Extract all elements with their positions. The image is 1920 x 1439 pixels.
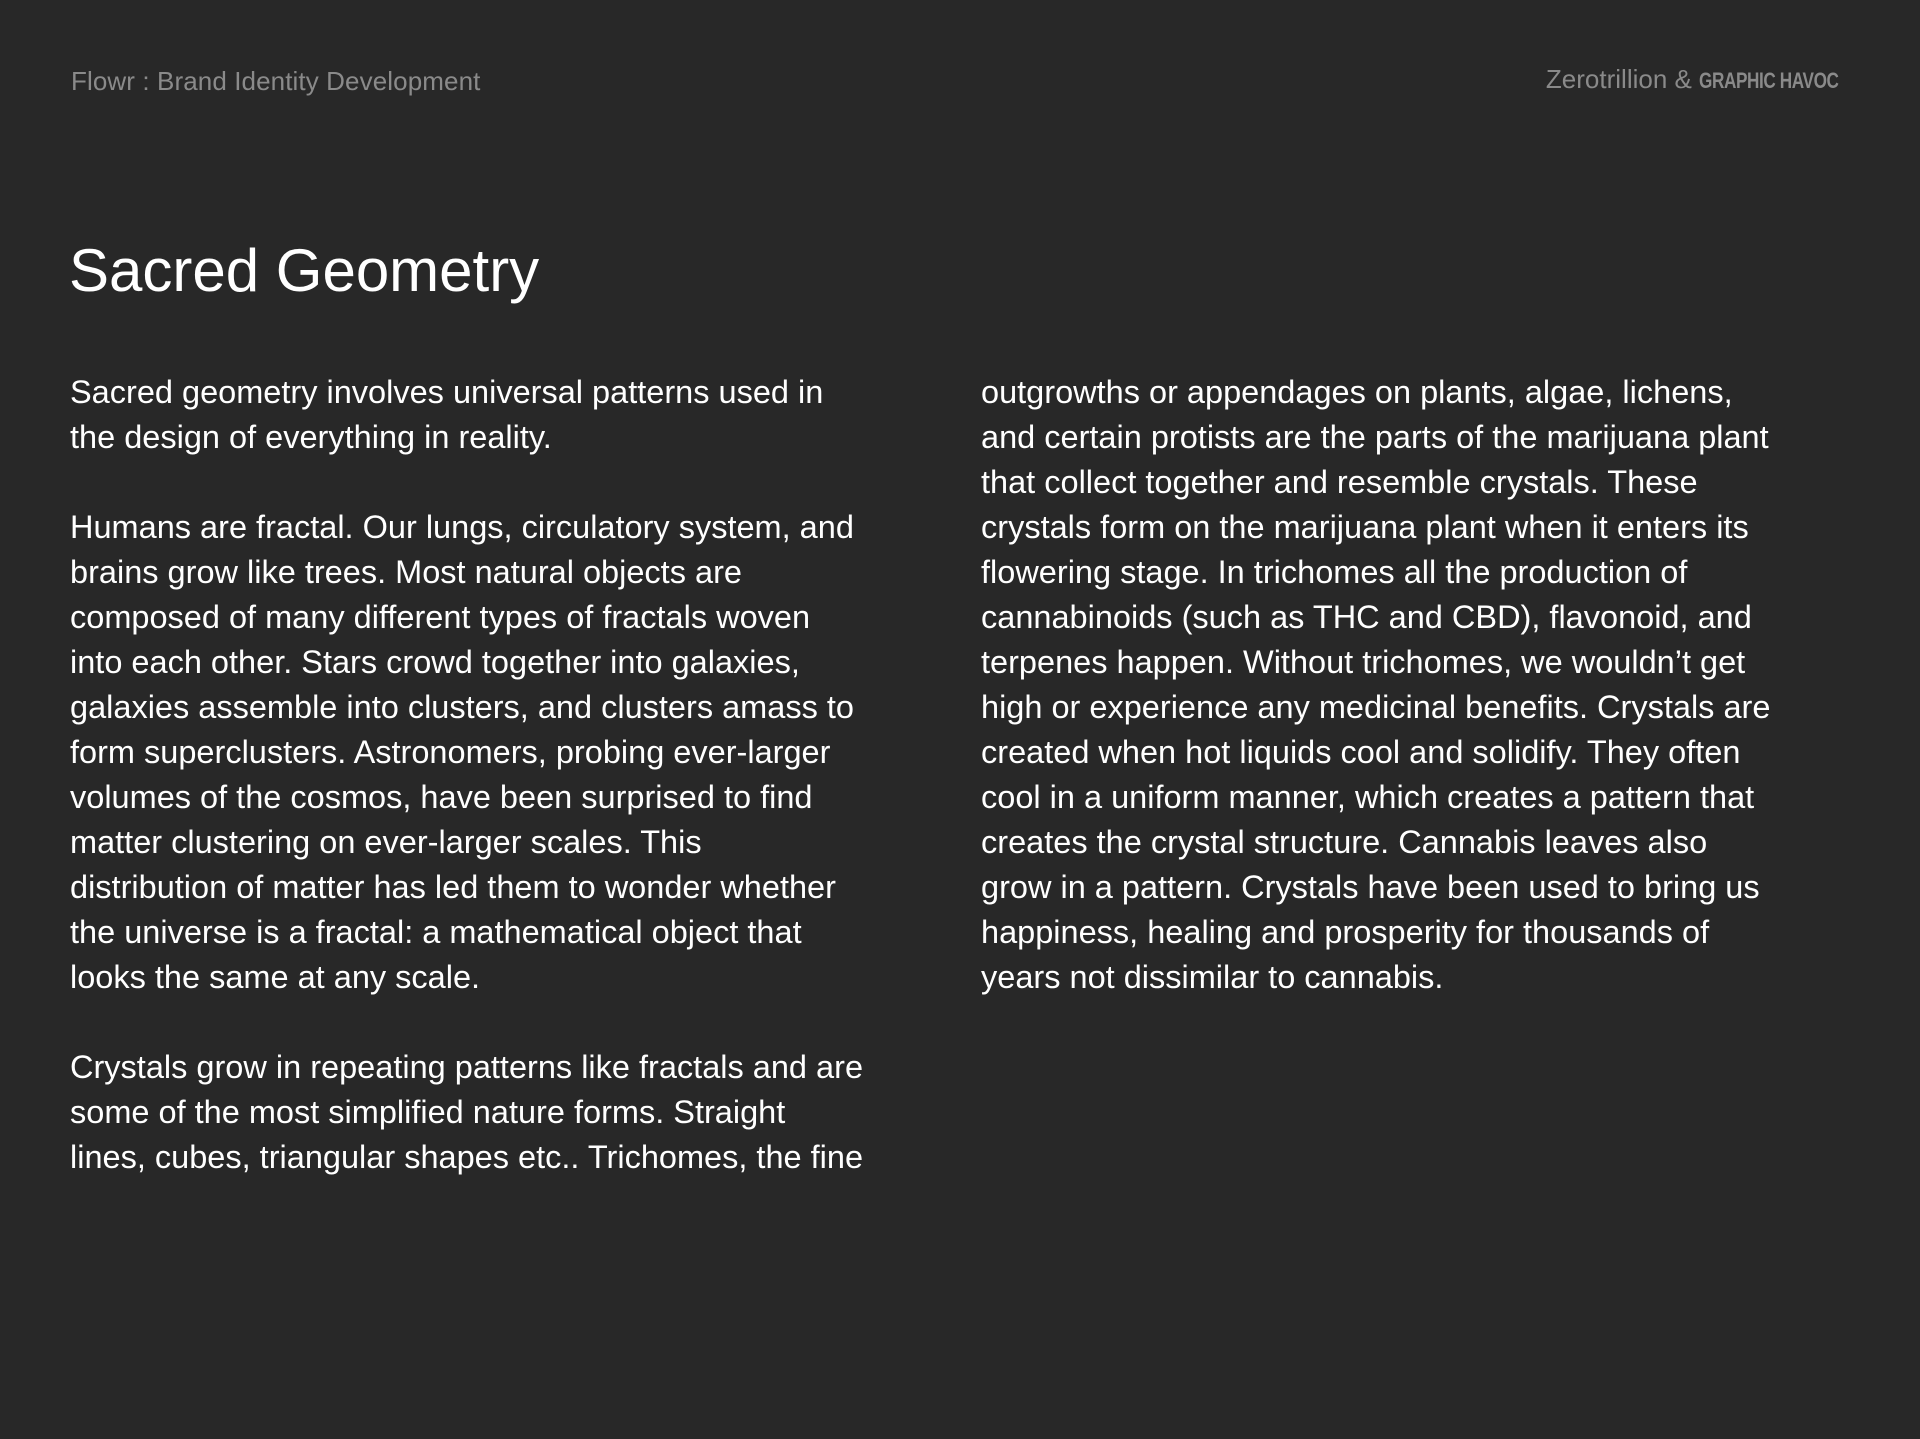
text-line: Sacred geometry involves universal patterns used in — [70, 374, 824, 410]
text-line: that collect together and resemble crystals. These — [981, 464, 1698, 500]
right-column — [981, 370, 1861, 1045]
text-line: creates the crystal structure. Cannabis leaves also — [981, 824, 1708, 860]
text-line: and certain protists are the parts of the marijuana plant — [981, 419, 1769, 455]
text-line: galaxies assemble into clusters, and clusters amass to — [70, 689, 854, 725]
text-line: happiness, healing and prosperity for thousands of — [981, 914, 1710, 950]
text-line: distribution of matter has led them to wonder whether — [70, 869, 836, 905]
text-line: composed of many different types of fractals woven — [70, 599, 811, 635]
text-line: the design of everything in reality. — [70, 419, 552, 455]
text-line: form superclusters. Astronomers, probing ever-larger — [70, 734, 831, 770]
page-title: Sacred Geometry — [69, 237, 540, 304]
text-line: Crystals grow in repeating patterns like fractals and are — [70, 1049, 864, 1085]
text-line: outgrowths or appendages on plants, algae, lichens, — [981, 374, 1733, 410]
paragraph-fractals — [70, 505, 950, 1000]
text-line: flowering stage. In trichomes all the production of — [981, 554, 1688, 590]
text-line: into each other. Stars crowd together into galaxies, — [70, 644, 800, 680]
text-line: some of the most simplified nature forms. Straight — [70, 1094, 786, 1130]
agency-name: Zerotrillion — [1545, 64, 1668, 94]
text-line: volumes of the cosmos, have been surprised to find — [70, 779, 813, 815]
text-line: cool in a uniform manner, which creates a pattern that — [981, 779, 1755, 815]
text-line: the universe is a fractal: a mathematical object that — [70, 914, 802, 950]
text-line: brains grow like trees. Most natural objects are — [70, 554, 742, 590]
text-line: high or experience any medicinal benefits. Crystals are — [981, 689, 1771, 725]
project-title: Flowr : Brand Identity Development — [71, 66, 481, 96]
paragraph-crystals — [70, 1045, 950, 1180]
paragraph-trichomes — [981, 370, 1861, 1000]
text-line: crystals form on the marijuana plant when it enters its — [981, 509, 1749, 545]
left-column — [70, 370, 950, 1225]
text-line: looks the same at any scale. — [70, 959, 481, 995]
text-line: matter clustering on ever-larger scales. This — [70, 824, 702, 860]
text-line: grow in a pattern. Crystals have been used to bring us — [981, 869, 1760, 905]
text-line: created when hot liquids cool and solidify. They often — [981, 734, 1741, 770]
credits-separator: & — [1674, 64, 1692, 94]
partner-logo: GRAPHIC HAVOC — [1699, 68, 1839, 93]
text-line: years not dissimilar to cannabis. — [981, 959, 1444, 995]
credits — [1546, 64, 1850, 95]
text-line: cannabinoids (such as THC and CBD), flavonoid, and — [981, 599, 1752, 635]
paragraph-intro — [70, 370, 950, 460]
text-line: Humans are fractal. Our lungs, circulatory system, and — [70, 509, 854, 545]
text-line: lines, cubes, triangular shapes etc.. Trichomes, the fine — [70, 1139, 864, 1175]
text-line: terpenes happen. Without trichomes, we wouldn’t get — [981, 644, 1746, 680]
